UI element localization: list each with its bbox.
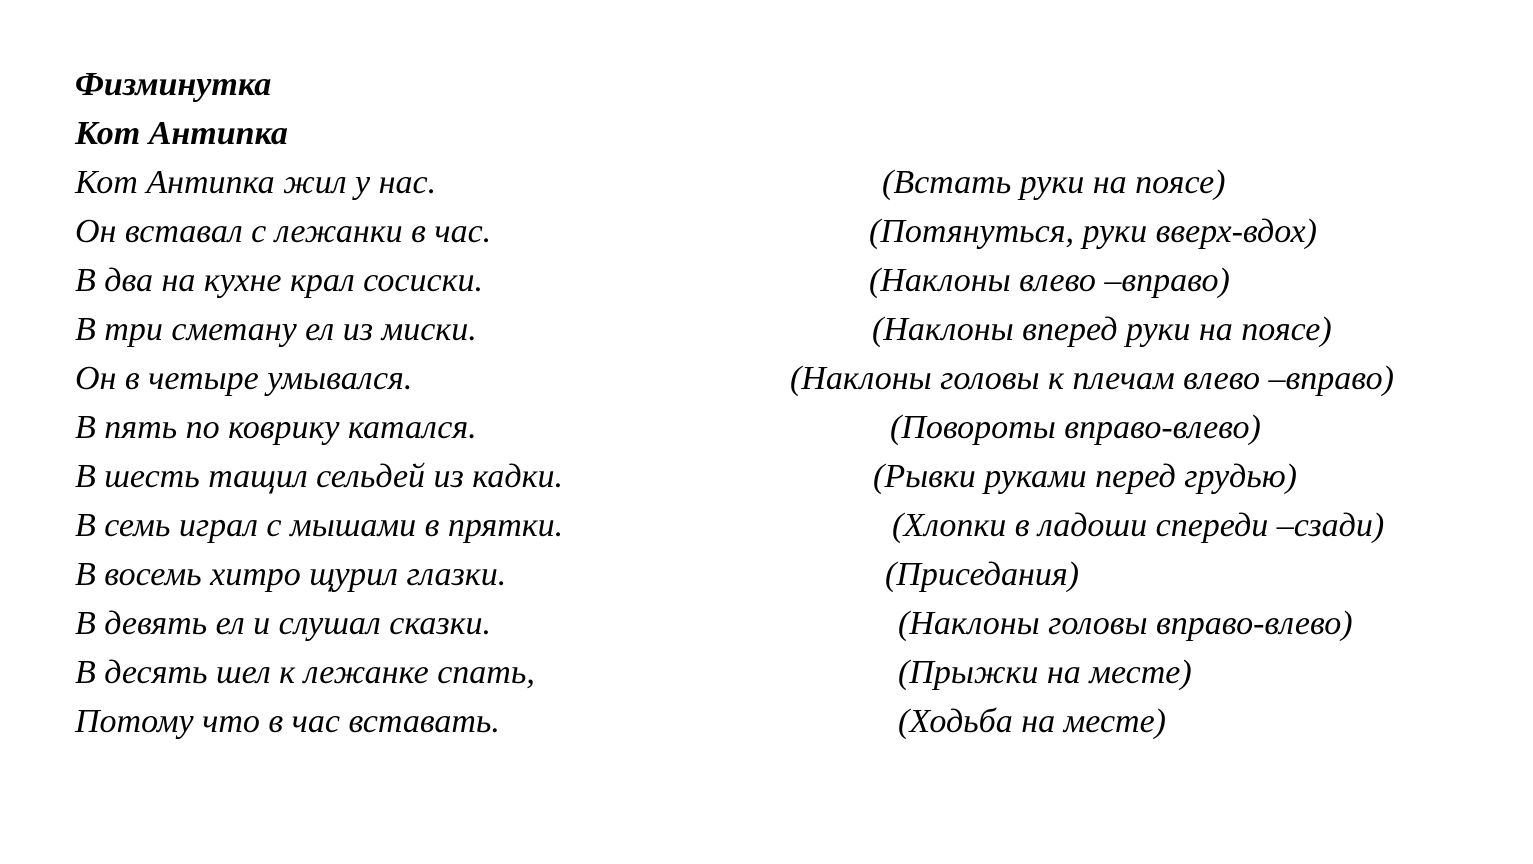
verse-text: В восемь хитро щурил глазки. xyxy=(75,556,507,593)
action-text: (Прыжки на месте) xyxy=(898,654,1192,691)
verse-text: Кот Антипка жил у нас. xyxy=(75,164,437,201)
poem-line xyxy=(0,452,1533,501)
verse-text: В два на кухне крал сосиски. xyxy=(75,262,484,299)
action-text: (Хлопки в ладоши спереди –сзади) xyxy=(892,507,1385,544)
verse-text: В семь играл с мышами в прятки. xyxy=(75,507,564,544)
verse-text: Потому что в час вставать. xyxy=(75,703,500,740)
poem-line xyxy=(0,207,1533,256)
action-text: (Потянуться, руки вверх-вдох) xyxy=(869,213,1317,250)
verse-text: Он вставал с лежанки в час. xyxy=(75,213,492,250)
poem-line xyxy=(0,648,1533,697)
action-text: (Встать руки на поясе) xyxy=(882,164,1226,201)
poem-line xyxy=(0,697,1533,746)
verse-text: Он в четыре умывался. xyxy=(75,360,413,397)
action-text: (Наклоны влево –вправо) xyxy=(869,262,1230,299)
action-text: (Повороты вправо-влево) xyxy=(890,409,1261,446)
verse-text: В девять ел и слушал сказки. xyxy=(75,605,492,642)
poem-line xyxy=(0,256,1533,305)
verse-text: В десять шел к лежанке спать, xyxy=(75,654,535,691)
poem-line xyxy=(0,305,1533,354)
poem-line xyxy=(0,599,1533,648)
action-text: (Ходьба на месте) xyxy=(898,703,1166,740)
action-text: (Рывки руками перед грудью) xyxy=(873,458,1297,495)
verse-text: В пять по коврику катался. xyxy=(75,409,477,446)
action-text: (Наклоны головы к плечам влево –вправо) xyxy=(790,360,1394,397)
verse-text: В шесть тащил сельдей из кадки. xyxy=(75,458,563,495)
poem-line xyxy=(0,550,1533,599)
poem-title: Кот Антипка xyxy=(75,115,288,152)
action-text: (Приседания) xyxy=(885,556,1079,593)
poem-line xyxy=(0,354,1533,403)
verse-text: В три сметану ел из миски. xyxy=(75,311,477,348)
action-text: (Наклоны головы вправо-влево) xyxy=(898,605,1353,642)
action-text: (Наклоны вперед руки на поясе) xyxy=(872,311,1332,348)
poem-line xyxy=(0,403,1533,452)
document-title: Физминутка xyxy=(75,66,272,103)
poem-line xyxy=(0,501,1533,550)
poem-line xyxy=(0,158,1533,207)
